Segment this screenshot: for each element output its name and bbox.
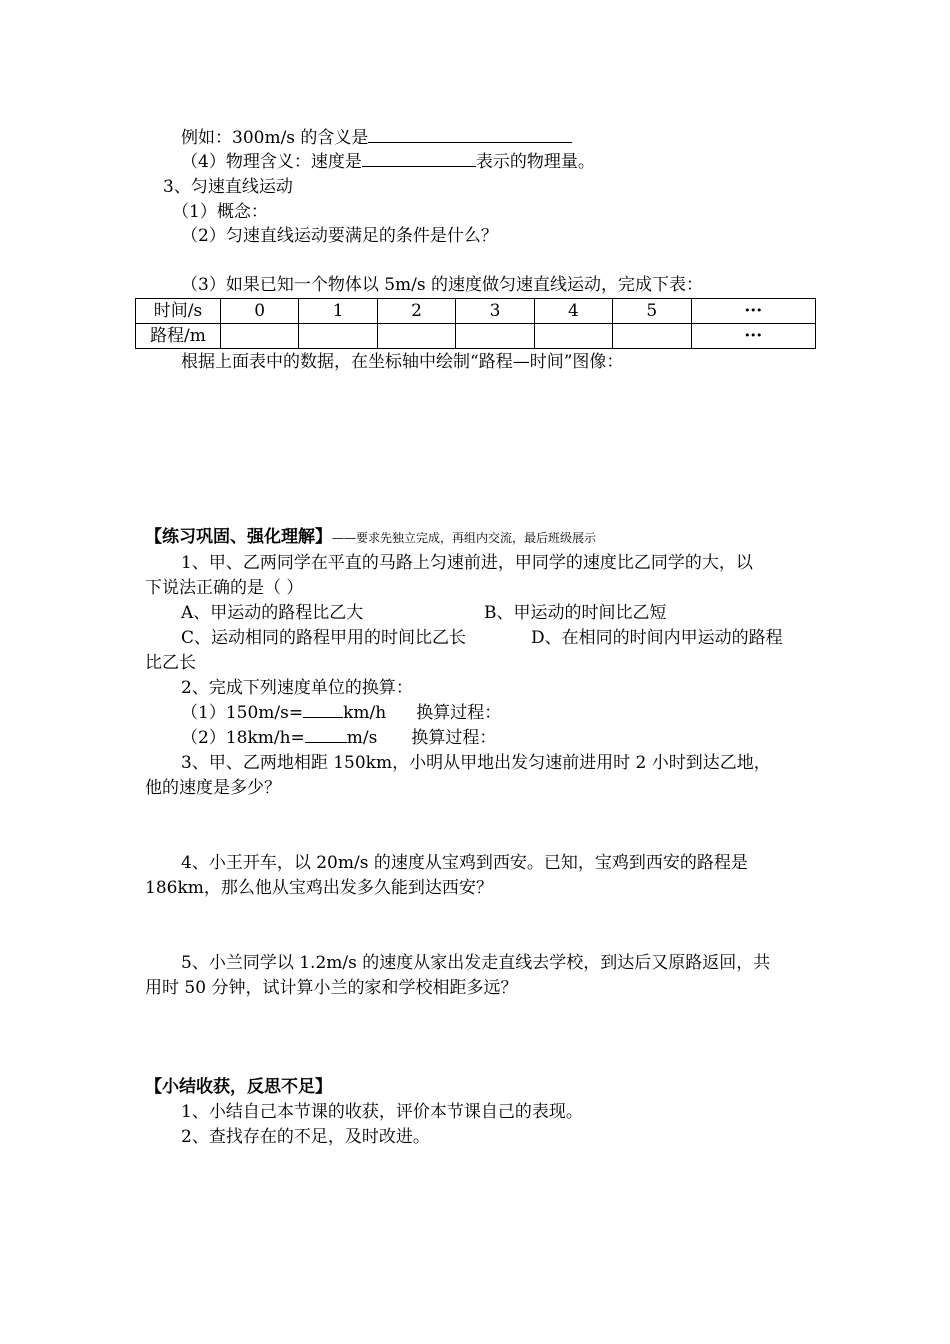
speed-meaning-suffix: 表示的物理量。	[475, 152, 595, 172]
table-cell-time: 4	[534, 299, 612, 324]
practice-heading-line	[145, 525, 596, 550]
question-3-line1: 3、甲、乙两地相距 150km，小明从甲地出发匀速前进用时 2 小时到达乙地，	[181, 753, 771, 773]
conversion-1-unit: km/h	[343, 703, 387, 723]
question-4-line2: 186km，那么他从宝鸡出发多久能到达西安？	[145, 878, 493, 898]
conversion-1-process: 换算过程：	[416, 703, 502, 723]
table-header-distance: 路程/m	[136, 324, 221, 349]
question-1-option-b: B、甲运动的时间比乙短	[484, 603, 667, 623]
question-2-1	[181, 701, 501, 725]
graph-instruction: 根据上面表中的数据，在坐标轴中绘制“路程—时间”图像：	[181, 352, 624, 372]
question-4-line1: 4、小王开车，以 20m/s 的速度从宝鸡到西安。已知，宝鸡到西安的路程是	[181, 853, 748, 873]
speed-meaning-line	[181, 150, 595, 174]
question-1-option-a: A、甲运动的路程比乙大	[181, 603, 364, 623]
uniform-concept: （1）概念：	[172, 202, 268, 222]
table-cell-time: 5	[613, 299, 691, 324]
table-cell-ellipsis: ···	[691, 299, 815, 324]
question-5-line2: 用时 50 分钟，试计算小兰的家和学校相距多远？	[145, 978, 518, 998]
summary-heading: 【小结收获，反思不足】	[145, 1077, 332, 1097]
table-cell-distance-blank[interactable]	[534, 324, 612, 349]
table-cell-distance-blank[interactable]	[613, 324, 691, 349]
conversion-2-process: 换算过程：	[411, 728, 497, 748]
speed-example-text: 例如：300m/s 的含义是	[181, 128, 369, 148]
uniform-condition: （2）匀速直线运动要满足的条件是什么？	[181, 226, 498, 246]
conversion-2-unit: m/s	[346, 728, 378, 748]
practice-heading-note: ——要求先独立完成，再组内交流，最后班级展示	[332, 531, 597, 545]
speed-example-line	[181, 126, 572, 150]
question-2-2	[181, 726, 496, 750]
question-5-line1: 5、小兰同学以 1.2m/s 的速度从家出发走直线去学校，到达后又原路返回，共	[181, 953, 771, 973]
practice-heading: 【练习巩固、强化理解】	[145, 527, 332, 547]
speed-meaning-prefix: （4）物理含义：速度是	[181, 152, 362, 172]
table-intro: （3）如果已知一个物体以 5m/s 的速度做匀速直线运动，完成下表：	[181, 275, 704, 295]
table-row	[136, 324, 816, 349]
time-distance-table	[135, 298, 816, 349]
answer-blank[interactable]	[305, 726, 347, 743]
uniform-motion-title: 3、匀速直线运动	[163, 177, 293, 197]
summary-item-2: 2、查找存在的不足，及时改进。	[181, 1127, 430, 1147]
table-cell-distance-blank[interactable]	[221, 324, 299, 349]
question-1-option-c: C、运动相同的路程甲用的时间比乙长	[181, 628, 467, 648]
question-1-line2: 下说法正确的是（ ）	[145, 578, 304, 598]
table-cell-time: 0	[221, 299, 299, 324]
table-row	[136, 299, 816, 324]
answer-blank[interactable]	[303, 701, 343, 718]
table-cell-distance-blank[interactable]	[456, 324, 534, 349]
table-header-time: 时间/s	[136, 299, 221, 324]
table-cell-time: 3	[456, 299, 534, 324]
conversion-1-prefix: （1）150m/s=	[181, 703, 304, 723]
answer-blank[interactable]	[368, 126, 572, 143]
table-cell-distance-blank[interactable]	[377, 324, 455, 349]
table-cell-time: 1	[299, 299, 377, 324]
conversion-2-prefix: （2）18km/h=	[181, 728, 305, 748]
table-cell-distance-blank[interactable]	[299, 324, 377, 349]
table-cell-time: 2	[377, 299, 455, 324]
table-cell-ellipsis: ···	[691, 324, 815, 349]
question-1-option-d-cont: 比乙长	[145, 653, 196, 673]
question-1-line1: 1、甲、乙两同学在平直的马路上匀速前进，甲同学的速度比乙同学的大，以	[181, 553, 753, 573]
answer-blank[interactable]	[362, 150, 476, 167]
question-3-line2: 他的速度是多少？	[145, 778, 281, 798]
question-1-option-d: D、在相同的时间内甲运动的路程	[531, 628, 783, 648]
question-2-title: 2、完成下列速度单位的换算：	[181, 678, 413, 698]
summary-item-1: 1、小结自己本节课的收获，评价本节课自己的表现。	[181, 1102, 583, 1122]
